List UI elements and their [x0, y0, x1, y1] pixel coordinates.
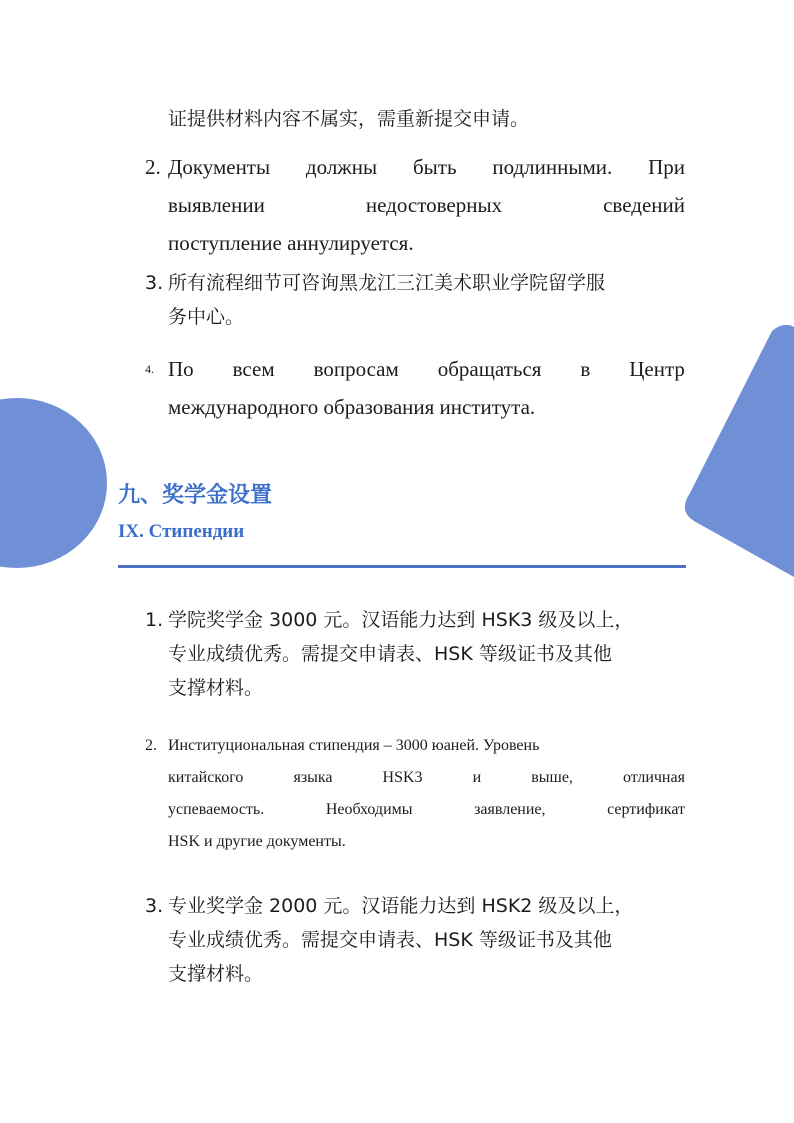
- scholarship-item-3: [145, 889, 685, 991]
- list-item-line: [145, 762, 685, 794]
- list-item-line: [145, 350, 685, 388]
- justified-line: [145, 148, 685, 186]
- word: HSK3: [382, 769, 423, 786]
- list-item-line: [145, 730, 685, 762]
- list-number: 3.: [145, 272, 164, 294]
- decorative-triangle: [684, 325, 794, 577]
- word: быть: [412, 155, 457, 179]
- prev-list-item-4: [145, 350, 685, 426]
- word: сведений: [603, 193, 685, 217]
- word: недостоверных: [365, 193, 503, 217]
- section-title-cn: 九、奖学金设置: [118, 483, 273, 508]
- word: отличная: [622, 769, 685, 786]
- list-item-line: 支撑材料。: [168, 677, 264, 699]
- word: При: [648, 155, 685, 179]
- list-number: 3.: [145, 895, 164, 917]
- section-title-ru: IX. Стипендии: [118, 521, 245, 542]
- word: выше,: [531, 769, 573, 786]
- continuation-text: 证提供材料内容不属实，需重新提交申请。: [168, 108, 530, 130]
- word: должны: [305, 155, 378, 179]
- list-item-line: [145, 794, 685, 826]
- list-item-line: [145, 186, 685, 224]
- list-item-line: [145, 603, 685, 637]
- list-item-text: 专业奖学金 2000 元。汉语能力达到 HSK2 级及以上，: [168, 895, 634, 917]
- prev-list-item-2: [145, 148, 685, 262]
- justified-line: [145, 186, 685, 224]
- prev-list-item-3: [145, 266, 685, 334]
- list-item-line: поступление аннулируется.: [168, 231, 414, 255]
- word: Документы: [168, 155, 271, 179]
- list-item-line: [145, 266, 685, 300]
- word: заявление,: [474, 801, 546, 818]
- list-number: 2.: [145, 737, 157, 754]
- word: подлинными.: [492, 155, 613, 179]
- word: и: [472, 769, 482, 786]
- list-item-line: 专业成绩优秀。需提交申请表、HSK 等级证书及其他: [168, 929, 612, 951]
- justified-line: [145, 762, 685, 794]
- list-number: 1.: [145, 609, 164, 631]
- word: Необходимы: [325, 801, 413, 818]
- prev-section-continuation: [145, 104, 685, 134]
- list-item-text: Институциональная стипендия – 3000 юаней. Уровень: [168, 737, 540, 754]
- word: По: [168, 357, 194, 381]
- justified-line: [145, 350, 685, 388]
- list-number: 4.: [145, 362, 154, 376]
- list-item-text: 学院奖学金 3000 元。汉语能力达到 HSK3 级及以上，: [168, 609, 634, 631]
- list-item-text: 所有流程细节可咨询黑龙江三江美术职业学院留学服: [168, 272, 606, 294]
- word: китайского: [168, 769, 244, 786]
- scholarship-item-1: [145, 603, 685, 705]
- list-item-line: 专业成绩优秀。需提交申请表、HSK 等级证书及其他: [168, 643, 612, 665]
- word: Центр: [629, 357, 685, 381]
- decorative-circle: [0, 398, 107, 568]
- word: успеваемость.: [168, 801, 265, 818]
- list-number: 2.: [145, 155, 161, 179]
- list-item-line: международного образования института.: [168, 395, 536, 419]
- word: вопросам: [313, 357, 399, 381]
- scholarship-item-2: [145, 730, 685, 858]
- section-divider: [118, 565, 686, 568]
- list-item-line: [145, 889, 685, 923]
- list-item-line: [145, 148, 685, 186]
- list-item-line: HSK и другие документы.: [168, 833, 346, 850]
- list-item-line: 支撑材料。: [168, 963, 264, 985]
- word: обращаться: [437, 357, 542, 381]
- list-item-line: 务中心。: [168, 306, 245, 328]
- word: в: [580, 357, 591, 381]
- word: языка: [293, 769, 333, 786]
- word: выявлении: [168, 193, 265, 217]
- word: сертификат: [607, 801, 685, 818]
- word: всем: [232, 357, 275, 381]
- justified-line: [145, 794, 685, 826]
